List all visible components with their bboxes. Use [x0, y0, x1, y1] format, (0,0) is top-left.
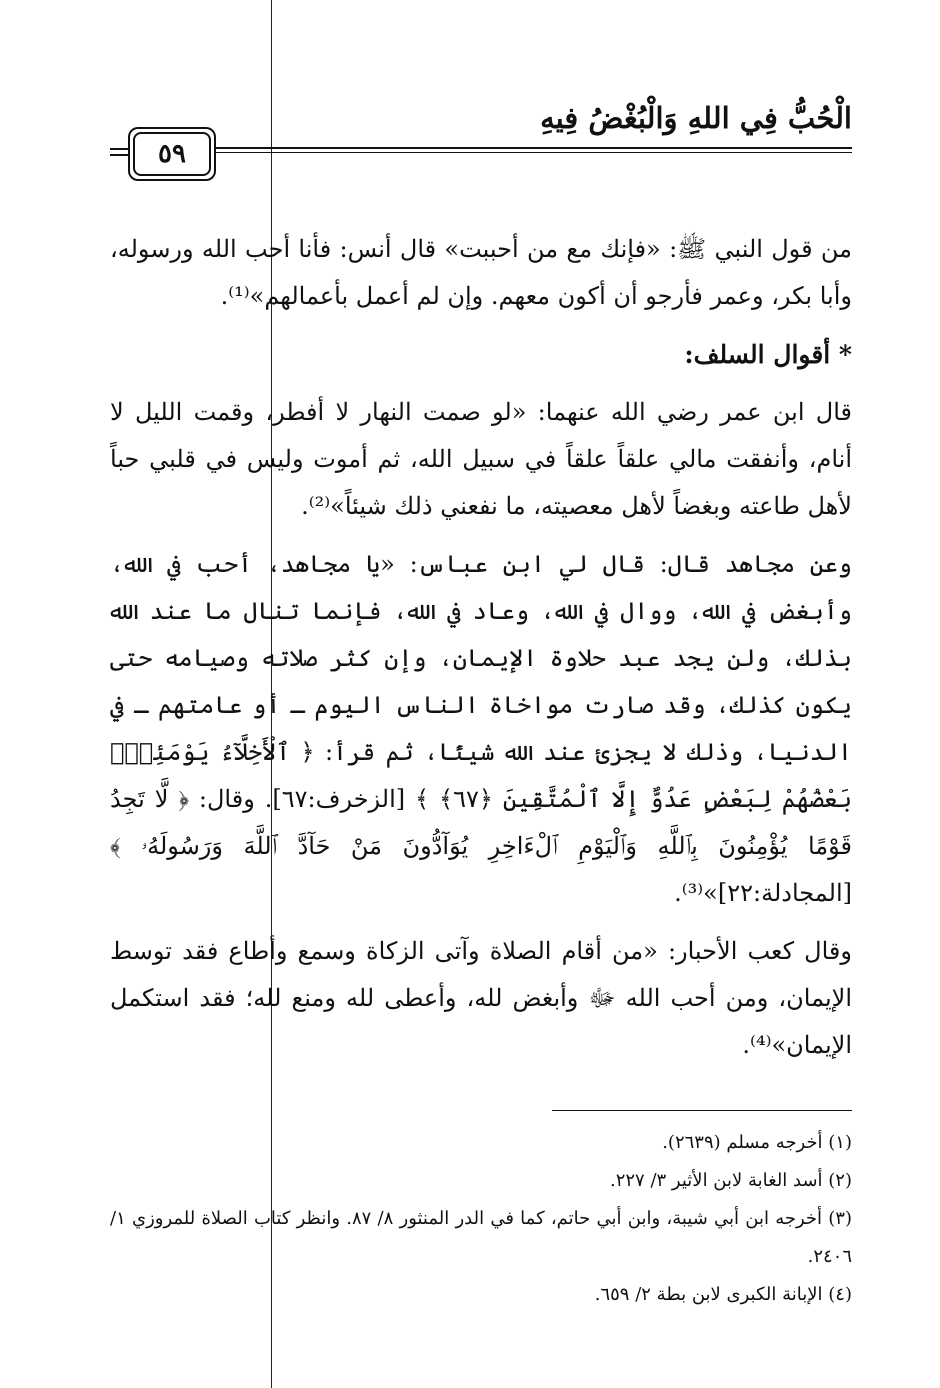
header-rule-left-lower: [110, 154, 130, 156]
header-rule-thin: [216, 152, 852, 153]
running-header-title: الْحُبُّ فِي اللهِ وَالْبُغْضُ فِيهِ: [540, 101, 852, 135]
footnote-separator: [552, 1110, 852, 1111]
footnote-1: (١) أخرجه مسلم (٢٦٣٩).: [662, 1132, 852, 1153]
footnote-2: (٢) أسد الغابة لابن الأثير ٣/ ٢٢٧.: [609, 1170, 852, 1191]
paragraph-prophet-saying: من قول النبي ﷺ: «فإنك مع من أحببت» قال أنس: فأنا أحب الله ورسوله، وأبا بكر، وعمر فأرجو أن أكون معهم. وإن لم أعمل بأعمالهم»⁽¹⁾.: [110, 235, 852, 310]
page-number: ٥٩: [133, 132, 211, 176]
footnote-3: (٣) أخرجه ابن أبي شيبة، وابن أبي حاتم، كما في الدر المنثور ٨/ ٨٧. وانظر كتاب الصلاة للمروزي ١/ ٢٤٠٦.: [110, 1208, 852, 1267]
paragraph-ibn-umar: قال ابن عمر رضي الله عنهما: «لو صمت النهار لا أفطر، وقمت الليل لا أنام، وأنفقت مالي علقاً علقاً في سبيل الله، ثم أموت وليس في قلبي حباً لأهل طاعته وبغضاً لأهل معصيته، ما نفعني ذلك شيئاً»⁽²⁾.: [110, 398, 852, 520]
section-heading: * أقوال السلف:: [684, 340, 852, 369]
paragraph-kaab: وقال كعب الأحبار: «من أقام الصلاة وآتى الزكاة وسمع وأطاع فقد توسط الإيمان، ومن أحب الله ﷻ وأبغض لله، وأعطى لله ومنع لله؛ فقد استكمل الإيمان»⁽⁴⁾.: [110, 937, 852, 1059]
main-text: [110, 226, 852, 1069]
footnotes: [110, 1124, 852, 1314]
paragraph-mujahid: وعن مجاهد قال: قال لي ابن عباس: «يا مجاهد، أحب في الله، وأبغض في الله، ووال في الله، وعاد في الله، فإنما تنال ما عند الله بذلك، ولن يجد عبد حلاوة الإيمان، وإن كثر صلاته وصيامه حتى يكون كذلك، وقد صارت مواخاة الناس اليوم ـ أو عامتهم ـ في الدنيا، وذلك لا يجزئ عند الله شيئًا، ثم قرأ: ﴿ ٱلْأَخِلَّآءُ يَوْمَئِذٍۭ بَعْضُهُمْ لِبَعْضٍ عَدُوٌّ إِلَّا ٱلْمُتَّقِينَ ﴿٦٧﴾ ﴾ [الزخرف:٦٧]. وقال: ﴿ لَّا تَجِدُ قَوْمًا يُؤْمِنُونَ بِٱللَّهِ وَٱلْيَوْمِ ٱلْءَاخِرِ يُوَآدُّونَ مَنْ حَآدَّ ٱللَّهَ وَرَسُولَهُۥ ﴾ [المجادلة:٢٢]»⁽³⁾.: [110, 550, 853, 907]
header-rule: [216, 147, 852, 149]
header-rule-left: [110, 148, 130, 150]
page-number-frame: [128, 127, 216, 181]
footnote-4: (٤) الإبانة الكبرى لابن بطة ٢/ ٦٥٩.: [594, 1284, 852, 1305]
